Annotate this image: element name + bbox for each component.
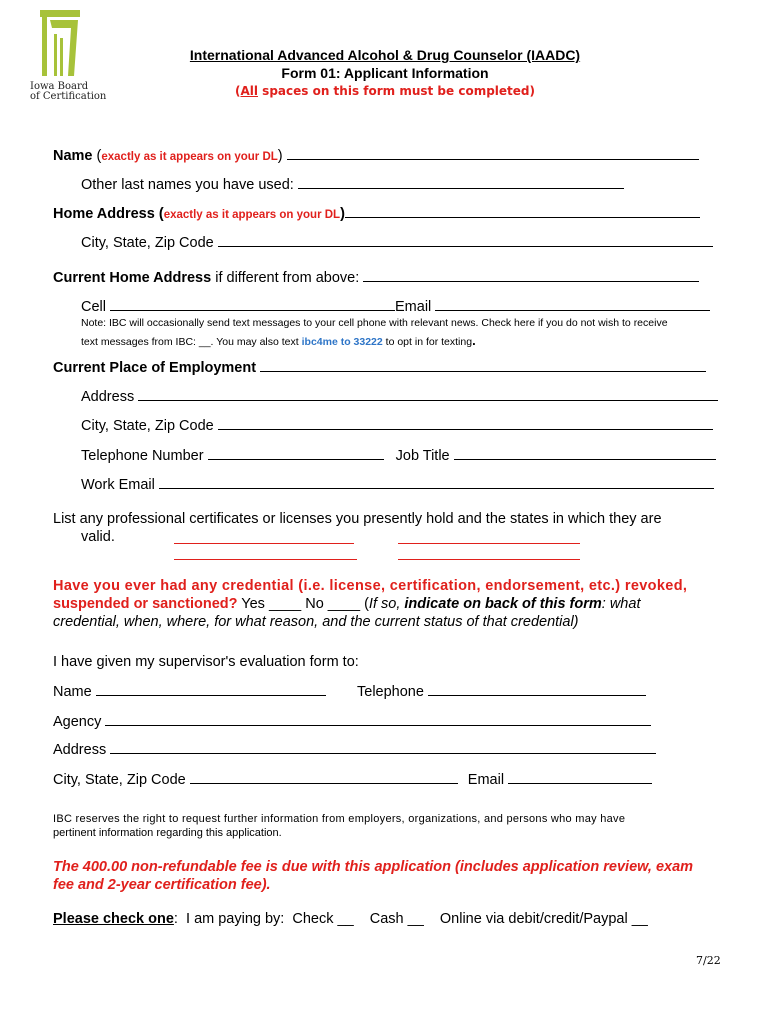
- payment-row: [53, 911, 648, 927]
- logo-line-1: Iowa Board: [30, 81, 89, 92]
- name-field[interactable]: [287, 147, 699, 160]
- emp-address-field[interactable]: [138, 388, 718, 401]
- supervisor-telephone-row: [357, 683, 646, 700]
- notice-rest: spaces on this form must be completed): [258, 84, 535, 98]
- supervisor-agency-label: Agency: [53, 714, 102, 730]
- logo-line-2: of Certification: [30, 91, 107, 102]
- telephone-job-row: [81, 447, 716, 464]
- emp-city-field[interactable]: [218, 417, 713, 430]
- cert-field-3[interactable]: [174, 549, 357, 560]
- cell-email-row: [81, 298, 710, 315]
- city-state-zip-row: [81, 234, 713, 251]
- supervisor-intro: I have given my supervisor's evaluation form to:: [53, 654, 359, 670]
- fee-line-2: fee and 2-year certification fee).: [53, 877, 271, 893]
- current-home-rest: if different from above:: [211, 270, 360, 286]
- form-subtitle: Form 01: Applicant Information: [281, 65, 489, 81]
- cert-field-4[interactable]: [398, 549, 580, 560]
- email-field[interactable]: [435, 298, 710, 311]
- sanction-q3: credential, when, where, for what reason, and the current status of that credential): [53, 614, 579, 630]
- home-address-note: exactly as it appears on your DL: [163, 209, 341, 221]
- sanction-what: : what: [601, 596, 641, 612]
- employment-row: [53, 359, 706, 376]
- certs-line-1: List any professional certificates or licenses you presently hold and the states in which they are: [53, 511, 662, 527]
- other-names-label: Other last names you have used:: [81, 177, 294, 193]
- sanction-q1: Have you ever had any credential (i.e. license, certification, endorsement, etc.) revoked,: [53, 578, 688, 594]
- text-code: ibc4me to 33222: [301, 336, 383, 348]
- supervisor-address-field[interactable]: [110, 741, 656, 754]
- supervisor-address-row: [53, 741, 656, 758]
- current-home-row: [53, 269, 699, 286]
- supervisor-city-row: [53, 771, 652, 788]
- other-names-row: [81, 176, 624, 193]
- supervisor-telephone-label: Telephone: [357, 684, 424, 700]
- cell-label: Cell: [81, 299, 106, 315]
- emp-address-row: [81, 388, 718, 405]
- city-state-zip-field[interactable]: [218, 234, 713, 247]
- text-note-line-2: text messages from IBC: __. You may also text ibc4me to 33222 to opt in for texting.: [81, 333, 476, 348]
- supervisor-city-field[interactable]: [190, 771, 458, 784]
- emp-city-row: [81, 417, 713, 434]
- footer-date: 7/22: [696, 954, 721, 967]
- telephone-number-field[interactable]: [208, 447, 384, 460]
- form-title: International Advanced Alcohol & Drug Counselor (IAADC): [189, 47, 581, 63]
- sanction-ifso: If so,: [368, 596, 405, 612]
- supervisor-name-row: [53, 683, 326, 700]
- cell-field[interactable]: [110, 298, 395, 311]
- payment-check-one: Please check one: [53, 911, 174, 927]
- supervisor-city-label: City, State, Zip Code: [53, 772, 186, 788]
- work-email-field[interactable]: [159, 476, 714, 489]
- telephone-number-label: Telephone Number: [81, 448, 204, 464]
- reserve-line-1: IBC reserves the right to request further information from employers, organizations, and persons who may have: [53, 813, 626, 825]
- home-address-row: Home Address (exactly as it appears on your DL): [53, 205, 700, 222]
- payment-options[interactable]: : I am paying by: Check __ Cash __ Online via debit/credit/Paypal __: [173, 911, 648, 927]
- supervisor-name-field[interactable]: [96, 683, 326, 696]
- supervisor-address-label: Address: [53, 742, 107, 758]
- supervisor-name-label: Name: [53, 684, 92, 700]
- text-note-2a: text messages from IBC: __. You may also text: [81, 336, 302, 348]
- current-home-field[interactable]: [363, 269, 699, 282]
- name-note: exactly as it appears on your DL: [101, 151, 278, 163]
- sanction-q2: suspended or sanctioned?: [53, 596, 238, 612]
- supervisor-email-field[interactable]: [508, 771, 652, 784]
- home-address-label: Home Address: [53, 206, 155, 222]
- supervisor-email-label: Email: [467, 772, 505, 788]
- employment-label: Current Place of Employment: [53, 360, 257, 376]
- certs-line-2: valid.: [81, 529, 115, 545]
- job-title-field[interactable]: [454, 447, 716, 460]
- job-title-label: Job Title: [395, 448, 450, 464]
- reserve-line-2: pertinent information regarding this application.: [53, 827, 282, 839]
- work-email-label: Work Email: [81, 477, 155, 493]
- supervisor-agency-field[interactable]: [105, 713, 651, 726]
- cert-field-2[interactable]: [398, 533, 580, 544]
- name-label: Name: [53, 148, 93, 164]
- home-address-field[interactable]: [345, 205, 700, 218]
- text-note-line-1: Note: IBC will occasionally send text messages to your cell phone with relevant news. Check here if you do not wish to receive: [81, 317, 668, 329]
- email-label: Email: [395, 299, 432, 315]
- sanction-q2-row: [53, 596, 640, 612]
- emp-city-label: City, State, Zip Code: [81, 418, 214, 434]
- supervisor-telephone-field[interactable]: [428, 683, 646, 696]
- completion-notice: [0, 81, 770, 98]
- notice-open: (: [235, 84, 241, 98]
- text-note-2b: to opt in for texting: [382, 336, 473, 348]
- fee-line-1: The 400.00 non-refundable fee is due with this application (includes application review, exam: [53, 859, 694, 875]
- sanction-yes-no[interactable]: Yes ____ No ____ (: [237, 596, 369, 612]
- sanction-indicate: indicate on back of this form: [404, 596, 602, 612]
- current-home-label: Current Home Address: [53, 270, 212, 286]
- other-names-field[interactable]: [298, 176, 624, 189]
- city-state-zip-label: City, State, Zip Code: [81, 235, 214, 251]
- employment-field[interactable]: [260, 359, 706, 372]
- notice-all: All: [240, 84, 258, 98]
- work-email-row: [81, 476, 714, 493]
- cert-field-1[interactable]: [174, 533, 354, 544]
- name-row: Name (exactly as it appears on your DL): [53, 147, 699, 164]
- supervisor-agency-row: [53, 713, 651, 730]
- emp-address-label: Address: [81, 389, 135, 405]
